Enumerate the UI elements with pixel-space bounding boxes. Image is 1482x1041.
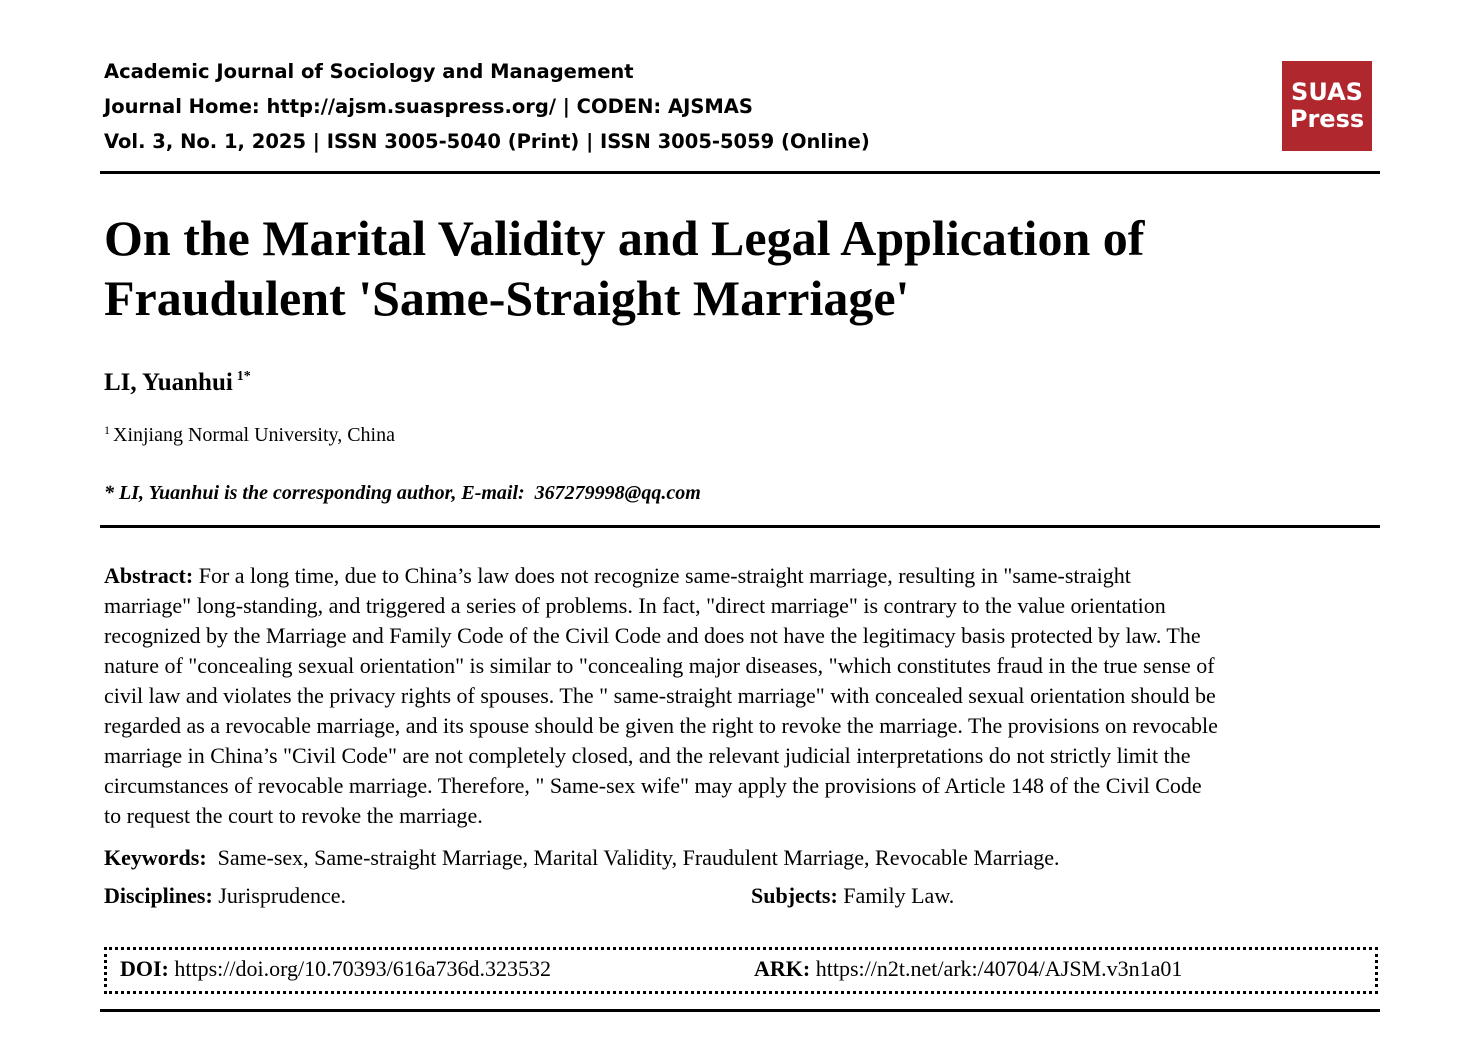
disciplines: [104, 883, 346, 909]
subjects-value: Family Law.: [837, 883, 955, 908]
journal-home-line: Journal Home: http://ajsm.suaspress.org/ | CODEN: AJSMAS: [104, 95, 753, 118]
article-title: [104, 208, 1304, 328]
abstract-line-5: civil law and violates the privacy rights of spouses. The " same-straight marriage" with concealed sexual orientation should be: [104, 683, 1216, 708]
title-line-2: Fraudulent 'Same-Straight Marriage': [104, 270, 910, 326]
author-name: LI, Yuanhui: [104, 369, 233, 396]
abstract-line-6: regarded as a revocable marriage, and its spouse should be given the right to revoke the marriage. The provisions on revocable: [104, 713, 1218, 738]
journal-volume-line: Vol. 3, No. 1, 2025 | ISSN 3005-5040 (Print) | ISSN 3005-5059 (Online): [104, 130, 870, 153]
abstract-label: Abstract:: [104, 563, 194, 588]
abstract-line-8: circumstances of revocable marriage. Therefore, " Same-sex wife" may apply the provisions of Article 148 of the Civil Code: [104, 773, 1202, 798]
abstract-line-4: nature of "concealing sexual orientation" is similar to "concealing major diseases, "which constitutes fraud in the true sense of: [104, 653, 1215, 678]
abstract-line-9: to request the court to revoke the marriage.: [104, 803, 483, 828]
journal-header: [104, 54, 870, 159]
abstract-line-7: marriage in China’s "Civil Code" are not completely closed, and the relevant judicial interpretations do not strictly limit the: [104, 743, 1191, 768]
doi: [120, 956, 551, 982]
subjects-label: Subjects:: [751, 883, 838, 908]
disciplines-label: Disciplines:: [104, 883, 213, 908]
abstract-line-1: [104, 561, 1379, 591]
doi-link[interactable]: https://doi.org/10.70393/616a736d.323532: [168, 956, 552, 981]
author-line: [104, 369, 251, 397]
subjects: [751, 883, 954, 909]
keywords: [104, 845, 1060, 871]
keywords-value: Same-sex, Same-straight Marriage, Marital Validity, Fraudulent Marriage, Revocable Marriage.: [206, 845, 1060, 870]
footer-rule: [100, 1009, 1380, 1012]
title-line-1: On the Marital Validity and Legal Application of: [104, 210, 1145, 266]
abstract: [104, 561, 1379, 831]
keywords-label: Keywords:: [104, 845, 207, 870]
author-section-rule: [100, 525, 1380, 528]
abstract-line-2: marriage" long-standing, and triggered a series of problems. In fact, "direct marriage" is contrary to the value orientation: [104, 593, 1166, 618]
publisher-logo: [1282, 61, 1372, 151]
affiliation-text: Xinjiang Normal University, China: [113, 424, 395, 446]
ark-link[interactable]: https://n2t.net/ark:/40704/AJSM.v3n1a01: [810, 956, 1183, 981]
publisher-logo-line2: Press: [1289, 105, 1365, 133]
header-rule: [100, 171, 1380, 174]
abstract-text-1: For a long time, due to China’s law does not recognize same-straight marriage, resulting in "same-straight: [193, 563, 1131, 588]
corresponding-author-note: * LI, Yuanhui is the corresponding author, E-mail: 367279998@qq.com: [104, 482, 701, 504]
abstract-line-3: recognized by the Marriage and Family Code of the Civil Code and does not have the legitimacy basis protected by law. The: [104, 623, 1201, 648]
disciplines-value: Jurisprudence.: [212, 883, 346, 908]
affiliation-superscript: 1: [104, 423, 110, 437]
journal-name: Academic Journal of Sociology and Management: [104, 60, 634, 83]
ark-label: ARK:: [754, 956, 811, 981]
affiliation-line: [104, 423, 395, 447]
publisher-logo-line1: SUAS: [1291, 78, 1363, 106]
doi-label: DOI:: [120, 956, 169, 981]
ark: [754, 956, 1182, 982]
author-superscript: 1*: [236, 369, 251, 384]
